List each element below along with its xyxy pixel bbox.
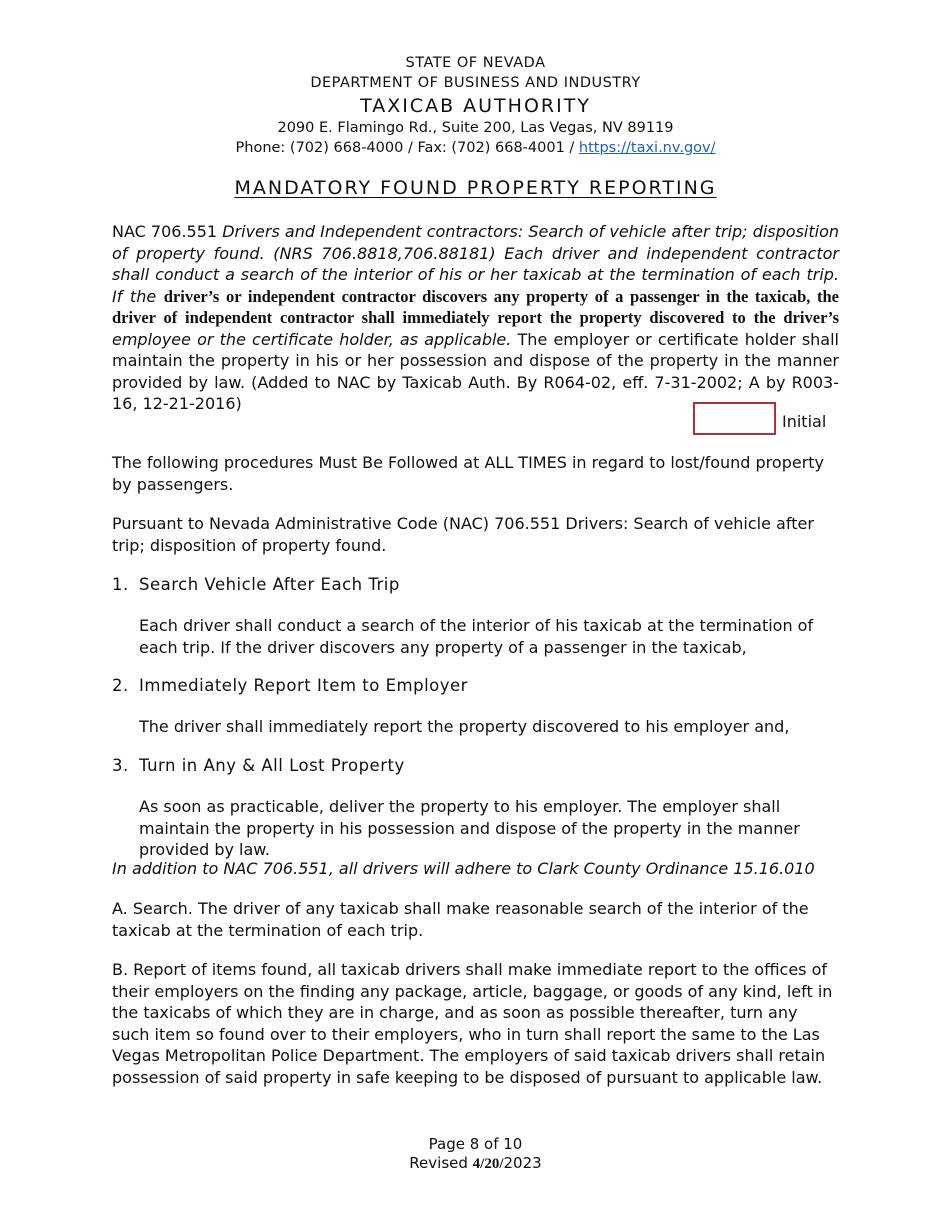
phone-fax-text: Phone: (702) 668-4000 / Fax: (702) 668-4001 / — [235, 140, 579, 156]
header-address: 2090 E. Flamingo Rd., Suite 200, Las Vegas, NV 89119 — [277, 120, 674, 136]
initial-label: Initial — [782, 412, 827, 431]
nac-italic-text-2: employee or the certificate holder, as applicable. — [112, 329, 512, 349]
document-title-text: MANDATORY FOUND PROPERTY REPORTING — [234, 177, 717, 199]
step-2-text: The driver shall immediately report the property discovered to his employer and, — [139, 717, 790, 736]
header-state: STATE OF NEVADA — [405, 55, 546, 71]
step-2-heading-text: Immediately Report Item to Employer — [139, 676, 468, 695]
step-1-number: 1. — [112, 575, 129, 594]
item-a-search: A. Search. The driver of any taxicab shall make reasonable search of the interior of the taxicab at the termination of each trip. — [112, 899, 809, 940]
step-3-heading — [112, 756, 405, 775]
header-contact — [112, 140, 839, 156]
step-3-number: 3. — [112, 756, 129, 775]
website-link[interactable]: https://taxi.nv.gov/ — [578, 140, 716, 156]
intro-paragraph-2: Pursuant to Nevada Administrative Code (NAC) 706.551 Drivers: Search of vehicle after trip; disposition of property found. — [112, 514, 814, 555]
nac-bold-text: driver’s or independent contractor discovers any property of a passenger in the taxicab, the driver of independent contractor shall immediately report the property discovered to the driver’s — [112, 286, 839, 327]
nac-reference: NAC 706.551 — [112, 222, 223, 241]
revised-year: 2023 — [503, 1154, 542, 1172]
header-department: DEPARTMENT OF BUSINESS AND INDUSTRY — [310, 75, 641, 91]
step-1-heading-text: Search Vehicle After Each Trip — [139, 575, 400, 594]
step-2-heading — [112, 676, 468, 695]
step-1-text: Each driver shall conduct a search of the interior of his taxicab at the termination of each trip. If the driver discovers any property of a passenger in the taxicab, — [139, 616, 814, 657]
revised-date-bold: 4/20/ — [472, 1156, 504, 1172]
step-2-number: 2. — [112, 676, 129, 695]
document-page — [112, 0, 839, 1230]
revision-date — [112, 1154, 839, 1173]
county-ordinance-note: In addition to NAC 706.551, all drivers will adhere to Clark County Ordinance 15.16.010 — [112, 859, 815, 878]
nac-plain-text: The employer or certificate holder shall maintain the property in his or her possession and dispose of the property in the manner provided by law. (Added to NAC by Taxicab Auth. By R064-02, eff. 7-31-2002; A by R003-16, 12-21-2016) — [112, 329, 839, 413]
nac-italic-text-1: Drivers and Independent contractors: Search of vehicle after trip; disposition of property found. (NRS 706.8818,706.88181) Each driver and independent contractor shall conduct a search of the interior of his or her taxicab at the termination of each trip. If the — [112, 222, 840, 306]
page-number: Page 8 of 10 — [428, 1135, 523, 1153]
revised-prefix: Revised — [409, 1154, 473, 1172]
step-3-text: As soon as practicable, deliver the property to his employer. The employer shall maintain the property in his possession and dispose of the property in the manner provided by law. — [139, 797, 800, 859]
initial-input-box[interactable] — [693, 402, 776, 435]
document-title — [112, 177, 839, 199]
step-3-heading-text: Turn in Any & All Lost Property — [139, 756, 405, 775]
header-agency: TAXICAB AUTHORITY — [360, 95, 591, 117]
intro-paragraph-1: The following procedures Must Be Followed at ALL TIMES in regard to lost/found property by passengers. — [112, 453, 825, 494]
nac-paragraph — [112, 221, 839, 415]
step-1-heading — [112, 575, 400, 594]
item-b-report: B. Report of items found, all taxicab drivers shall make immediate report to the offices of their employers on the finding any package, article, baggage, or goods of any kind, left in the taxicabs of which they are in charge, and as soon as possible thereafter, turn any such item so found over to their employers, who in turn shall report the same to the Las Vegas Metropolitan Police Department. The employers of said taxicab drivers shall retain possession of said property in safe keeping to be disposed of pursuant to applicable law. — [112, 960, 833, 1087]
